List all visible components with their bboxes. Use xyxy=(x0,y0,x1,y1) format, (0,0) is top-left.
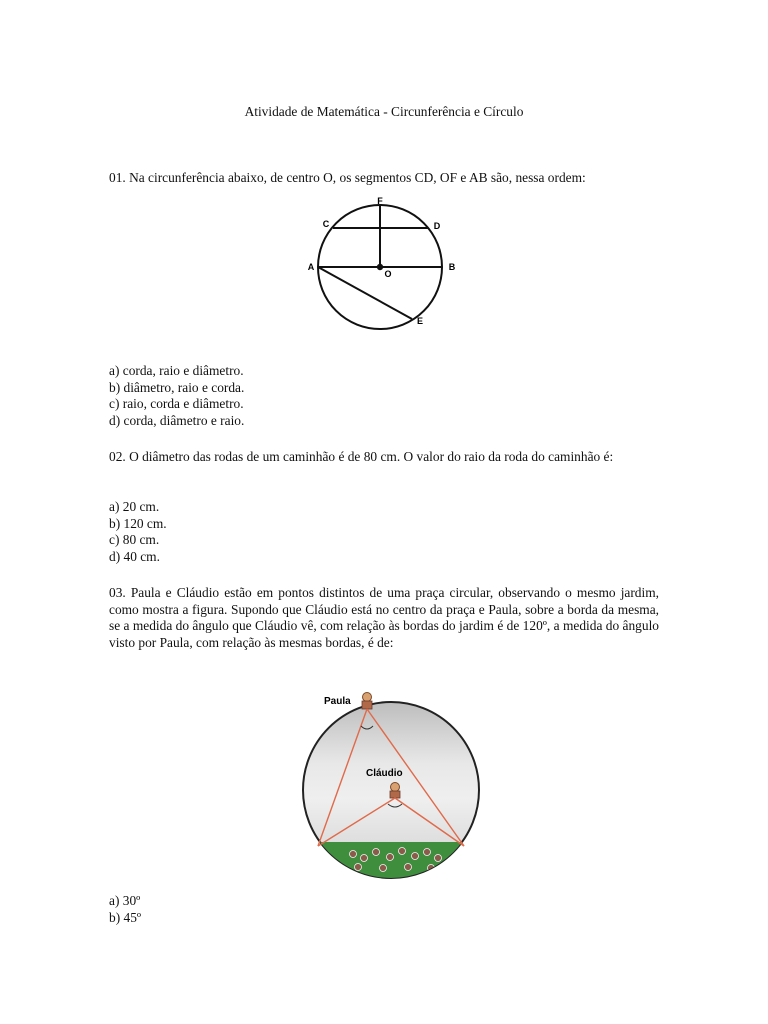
label-f: F xyxy=(377,196,383,206)
q3-option-a: a) 30º xyxy=(109,893,141,908)
question-3-options xyxy=(109,893,659,926)
q2-option-d: d) 40 cm. xyxy=(109,548,160,564)
label-d: D xyxy=(433,221,441,231)
question-1-text: 01. Na circunferência abaixo, de centro O, os segmentos CD, OF e AB são, nessa ordem: xyxy=(109,170,586,185)
circle-figure-q1 xyxy=(300,195,470,330)
label-claudio: Cláudio xyxy=(366,768,403,779)
plaza-figure-q3 xyxy=(298,684,480,884)
question-3-text: 03. Paula e Cláudio estão em pontos distintos de uma praça circular, observando o mesmo jardim, como mostra a figura. Supondo que Cláudio está no centro da praça e Paula, sobre a borda da mesma, se a medida do ângulo que Cláudio vê, com relação às bordas do jardim é de 120º, a medida do ângulo visto por Paula, com relação às mesmas bordas, é de: xyxy=(109,585,659,650)
paula-figure xyxy=(362,693,372,710)
label-paula: Paula xyxy=(324,696,351,707)
chord-ae xyxy=(318,267,412,319)
label-o: O xyxy=(384,269,392,279)
question-1-options xyxy=(109,363,659,429)
q2-option-b: b) 120 cm. xyxy=(109,515,167,531)
q1-option-d: d) corda, diâmetro e raio. xyxy=(109,412,245,428)
q1-option-b: b) diâmetro, raio e corda. xyxy=(109,379,245,395)
q1-option-c: c) raio, corda e diâmetro. xyxy=(109,396,244,411)
label-c: C xyxy=(322,219,330,229)
garden-area xyxy=(298,842,480,884)
label-b: B xyxy=(448,262,456,272)
label-a: A xyxy=(307,262,315,272)
question-2-options xyxy=(109,499,659,565)
claudio-figure xyxy=(390,783,400,799)
question-2-text: 02. O diâmetro das rodas de um caminhão é de 80 cm. O valor do raio da roda do caminhão é: xyxy=(109,449,614,464)
page-title: Atividade de Matemática - Circunferência e Círculo xyxy=(244,104,524,119)
center-point-o xyxy=(377,264,383,270)
label-e: E xyxy=(416,316,424,326)
q3-option-b: b) 45º xyxy=(109,909,142,925)
q2-option-a: a) 20 cm. xyxy=(109,499,160,514)
q1-option-a: a) corda, raio e diâmetro. xyxy=(109,363,244,378)
q2-option-c: c) 80 cm. xyxy=(109,532,160,547)
